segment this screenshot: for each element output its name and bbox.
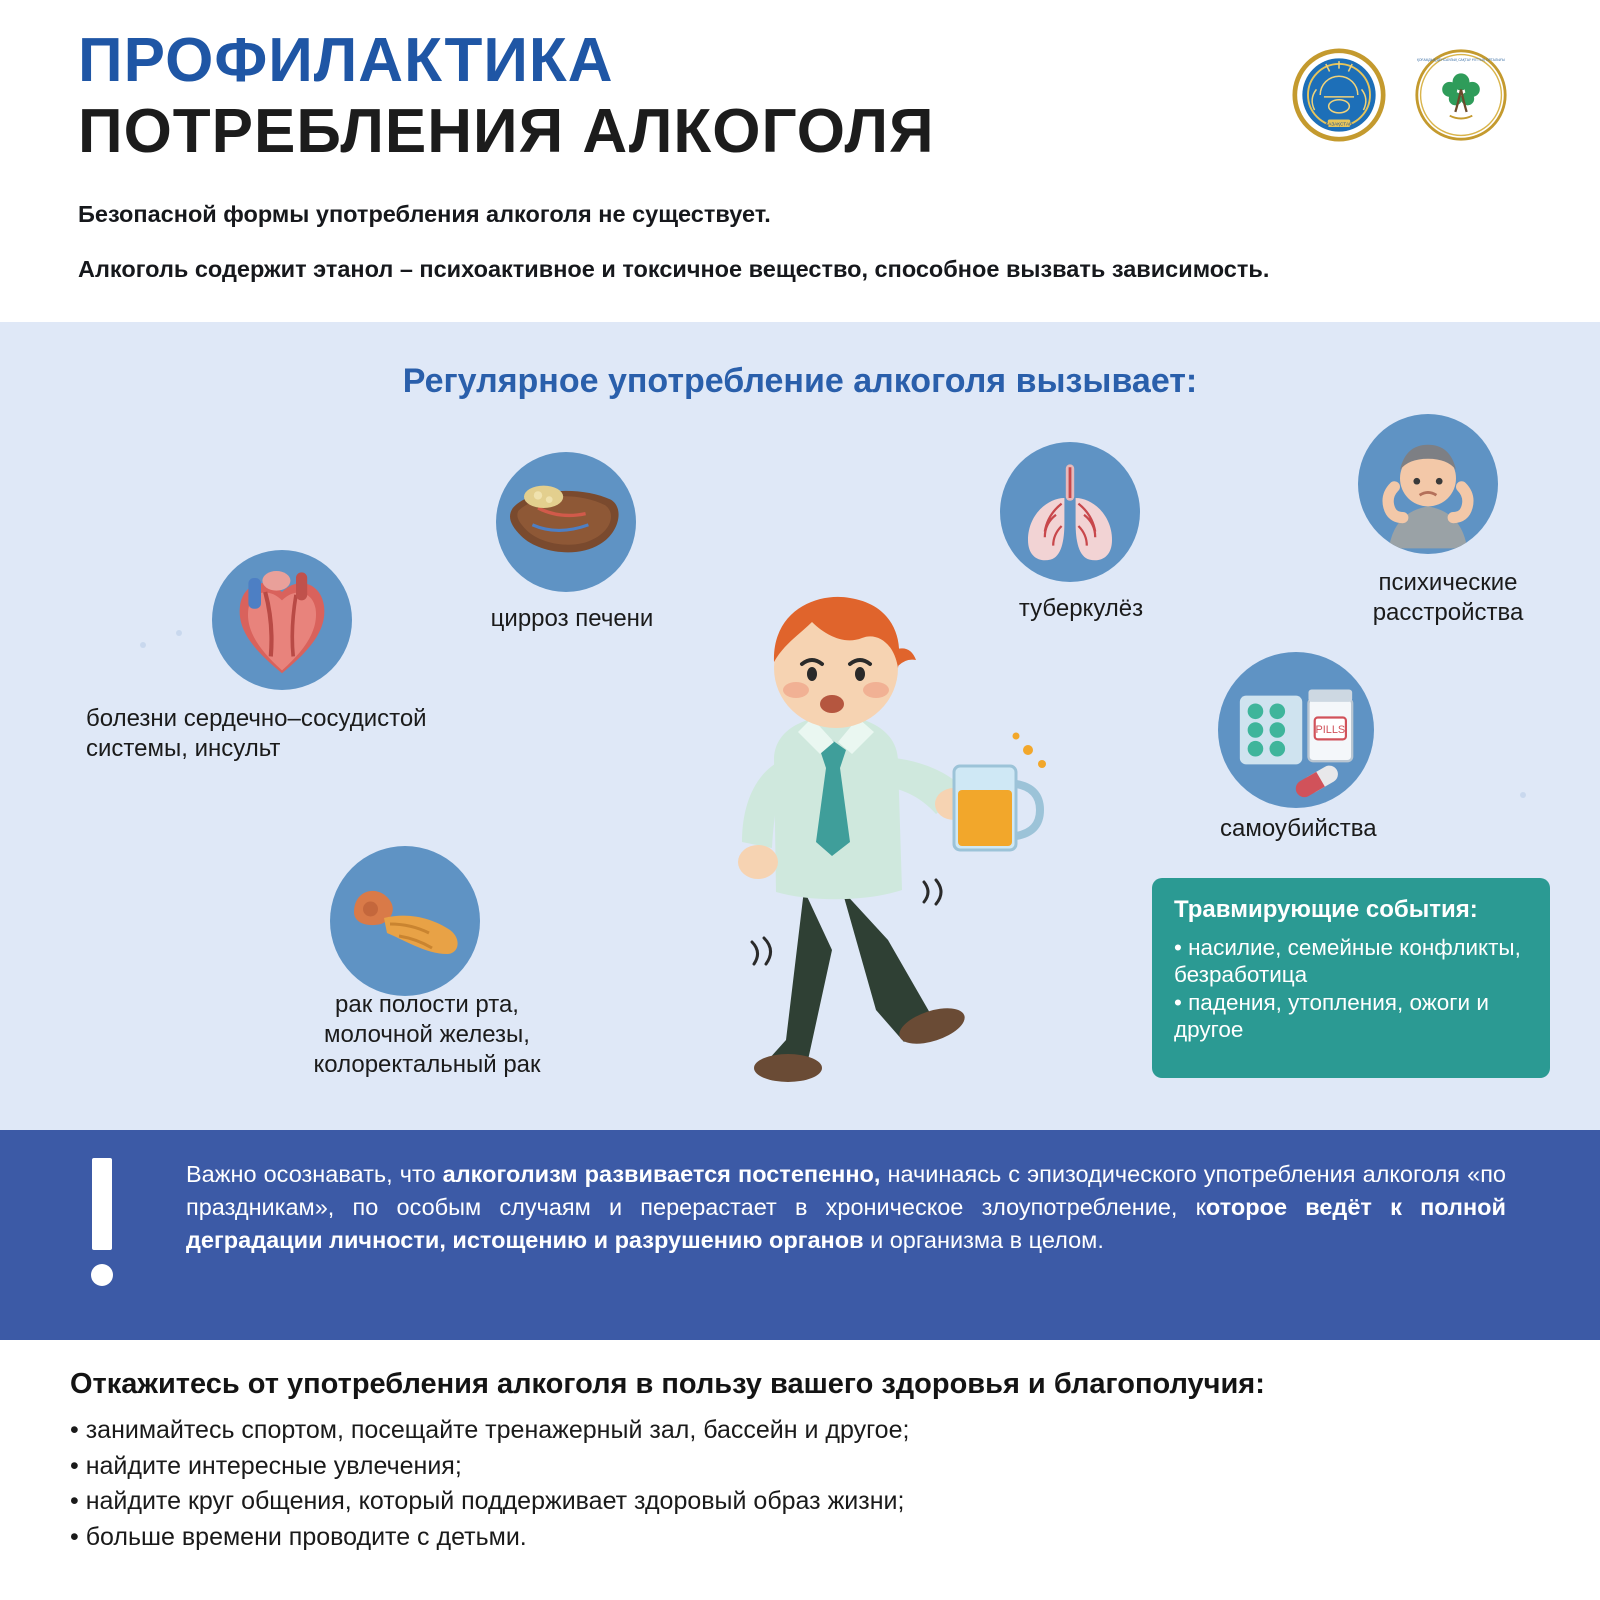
note-part2: начинаясь с эпизодического употребления алкоголя «по праздникам», по особым случаям и перерастает в хроническое злоупотребление, к [186, 1161, 1506, 1220]
heart-icon [212, 550, 352, 690]
caption-suicides: самоубийства [1220, 815, 1377, 842]
traumatic-events-title: Травмирующие события: [1174, 896, 1478, 923]
decor-dot [176, 630, 182, 636]
effects-panel [0, 322, 1600, 1162]
list-item: • занимайтесь спортом, посещайте тренажерный зал, бассейн и другое; [70, 1416, 910, 1444]
traumatic-events-line1: • насилие, семейные конфликты, безработица [1174, 935, 1521, 988]
drunk-man-illustration [636, 590, 1056, 1110]
caption-mental-disorders: психические расстройства [1372, 569, 1524, 626]
traumatic-events-line2: • падения, утопления, ожоги и другое [1174, 989, 1489, 1043]
svg-text:ҚАЗАҚСТАН: ҚАЗАҚСТАН [1325, 121, 1353, 127]
decor-dot [1520, 792, 1526, 798]
national-health-center-logo-icon [1414, 48, 1508, 142]
svg-text:PILLS: PILLS [1315, 724, 1346, 737]
recommendations-list [70, 1413, 1530, 1555]
svg-text:ҚОҒАМДЫҚ ДЕНСАУЛЫҚ САҚТАУ ҰЛТТ: ҚОҒАМДЫҚ ДЕНСАУЛЫҚ САҚТАУ ҰЛТТЫҚ ОРТАЛЫҒЫ [1416, 58, 1506, 63]
list-item: • найдите интересные увлечения; [70, 1451, 462, 1480]
decor-dot [140, 642, 146, 648]
caption-liver-cirrhosis: цирроз печени [490, 605, 654, 632]
exclamation-mark-icon [82, 1158, 122, 1286]
head-pain-icon [1358, 414, 1498, 554]
panel-title: Регулярное употребление алкоголя вызывает: [402, 362, 1198, 400]
page-title-line1: ПРОФИЛАКТИКА [78, 26, 614, 95]
page-title-line2: ПОТРЕБЛЕНИЯ АЛКОГОЛЯ [78, 97, 935, 167]
caption-cardiovascular: болезни сердечно–сосудистой системы, инсульт [86, 705, 427, 762]
caption-cancers: рак полости рта, молочной железы, колоректальный рак [313, 991, 541, 1078]
recommendations-heading: Откажитесь от употребления алкоголя в пользу вашего здоровья и благополучия: [70, 1368, 1265, 1400]
header [0, 0, 1600, 320]
note-bold2: оторое ведёт к полной деградации личности, истощению и разрушению органов [186, 1193, 1506, 1253]
note-part1: Важно осознавать, что [186, 1161, 443, 1187]
liver-icon [496, 452, 636, 592]
logo-group [1292, 48, 1508, 142]
list-item: • найдите круг общения, который поддерживает здоровый образ жизни; [70, 1487, 905, 1515]
subtitle-1: Безопасной формы употребления алкоголя не существует. [78, 200, 771, 227]
note-part3: и организма в целом. [863, 1226, 1104, 1253]
caption-tuberculosis: туберкулёз [1018, 595, 1144, 622]
subtitle-2: Алкоголь содержит этанол – психоактивное и токсичное вещество, способное вызвать зависимость. [78, 255, 1270, 282]
list-item: • больше времени проводите с детьми. [70, 1522, 527, 1551]
note-text [186, 1158, 1506, 1257]
traumatic-events-box [1152, 878, 1550, 1078]
pancreas-icon [330, 846, 480, 996]
recommendations [0, 1368, 1600, 1555]
note-bold1: алкоголизм развивается постепенно, [442, 1161, 881, 1187]
lungs-icon [1000, 442, 1140, 582]
important-note [0, 1130, 1600, 1340]
pills-icon [1218, 652, 1374, 808]
emblem-kazakhstan-icon [1292, 48, 1386, 142]
